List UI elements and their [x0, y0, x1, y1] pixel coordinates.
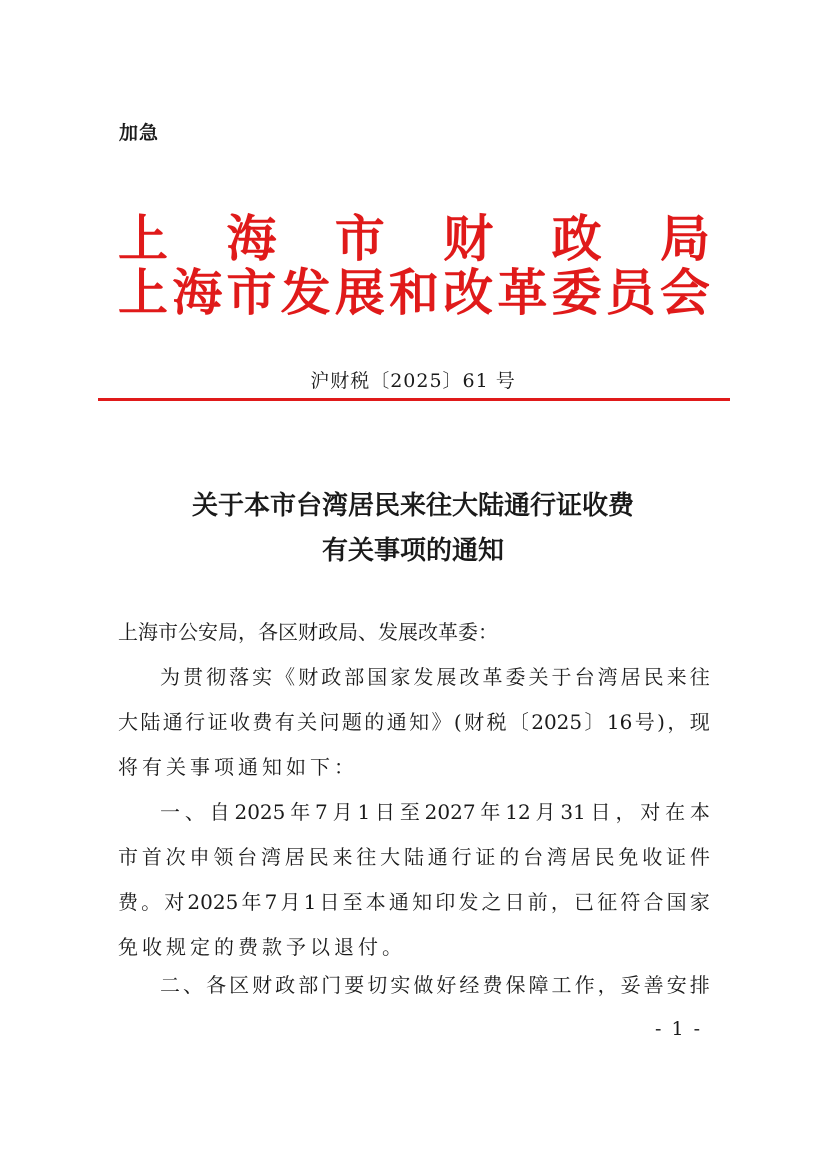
body-token: 2027: [424, 800, 476, 824]
issuer-char: 政: [551, 209, 602, 268]
body-token: 通: [386, 710, 407, 734]
body-token: 切: [367, 973, 388, 997]
body-token: 行: [451, 845, 472, 869]
body-token: 实: [252, 665, 273, 689]
body-token: 政: [275, 973, 296, 997]
body-line: 将有关事项通知如下：: [118, 755, 358, 779]
body-token: 日: [375, 800, 395, 824]
issuer-char: 市: [226, 263, 277, 322]
body-token: 的: [364, 710, 385, 734]
body-token: 民: [308, 845, 329, 869]
body-token: 好: [436, 973, 457, 997]
body-token: 落: [229, 665, 250, 689]
body-token: 月: [535, 800, 556, 824]
body-token: 陆: [140, 710, 161, 734]
body-token: 陆: [403, 845, 424, 869]
body-token: 民: [643, 665, 664, 689]
body-token: 2025: [234, 800, 286, 824]
body-token: 国: [666, 890, 687, 914]
body-token: 。: [141, 890, 162, 914]
body-token: 年: [290, 800, 311, 824]
issuer-char: 海: [172, 263, 223, 322]
body-token: 对: [164, 890, 185, 914]
body-token: 改: [459, 665, 480, 689]
body-token: 证: [666, 845, 687, 869]
body-line: 免收规定的费款予以退付。: [118, 935, 406, 959]
body-token: 本: [689, 800, 710, 824]
body-token: 部: [298, 973, 319, 997]
body-token: 财: [464, 710, 485, 734]
body-token: 各: [206, 973, 227, 997]
body-line: [160, 662, 710, 692]
body-line: [118, 842, 710, 872]
issuer-char: 局: [659, 209, 710, 268]
issuer-char: 委: [551, 263, 602, 322]
body-token: 1: [357, 800, 371, 824]
body-token: 来: [666, 665, 687, 689]
body-token: 至: [399, 800, 420, 824]
body-token: 费: [118, 890, 138, 914]
body-token: 7: [264, 890, 278, 914]
body-token: (: [453, 710, 462, 734]
body-token: 2025: [187, 890, 239, 914]
body-token: 台: [523, 845, 544, 869]
body-line: [160, 797, 710, 827]
salutation: 上海市公安局，各区财政局、发展改革委：: [118, 620, 498, 644]
body-token: 在: [665, 800, 686, 824]
body-token: 居: [570, 845, 591, 869]
body-token: 经: [459, 973, 480, 997]
issuer-char: 展: [334, 263, 385, 322]
body-token: 题: [341, 710, 362, 734]
body-token: 大: [118, 710, 138, 734]
body-token: 证: [475, 845, 496, 869]
body-token: 作: [574, 973, 595, 997]
body-token: 《: [275, 665, 296, 689]
body-token: 委: [505, 665, 526, 689]
body-token: 贯: [183, 665, 204, 689]
body-token: 行: [185, 710, 206, 734]
body-token: 已: [574, 890, 595, 914]
body-token: 发: [413, 665, 434, 689]
body-token: 对: [640, 800, 661, 824]
body-token: 一: [160, 800, 180, 824]
body-token: 日: [504, 890, 525, 914]
body-token: 财: [298, 665, 319, 689]
body-token: 的: [499, 845, 520, 869]
body-token: 前: [527, 890, 548, 914]
body-token: 安: [666, 973, 687, 997]
issuer-development-reform-commission: [118, 265, 710, 321]
body-token: 善: [643, 973, 664, 997]
body-token: 16: [606, 710, 633, 734]
body-token: ，: [550, 890, 571, 914]
body-token: 财: [252, 973, 273, 997]
body-token: 台: [237, 845, 258, 869]
body-token: 月: [280, 890, 301, 914]
body-token: 日: [319, 890, 340, 914]
body-token: 区: [229, 973, 250, 997]
body-token: 证: [207, 710, 228, 734]
body-token: 家: [689, 890, 710, 914]
body-token: 湾: [597, 665, 618, 689]
body-line: [118, 887, 710, 917]
issuer-char: 海: [226, 209, 277, 268]
body-token: 家: [390, 665, 411, 689]
body-token: 市: [118, 845, 138, 869]
body-token: 民: [594, 845, 615, 869]
body-token: 首: [141, 845, 162, 869]
body-token: 件: [689, 845, 710, 869]
body-token: 二: [160, 973, 180, 997]
body-token: 〕: [584, 710, 605, 734]
body-token: 于: [551, 665, 572, 689]
body-line: [118, 707, 710, 737]
body-token: 现: [689, 710, 710, 734]
body-token: 关: [528, 665, 549, 689]
body-token: 费: [482, 973, 503, 997]
body-token: 合: [643, 890, 664, 914]
body-token: 往: [356, 845, 377, 869]
body-token: 排: [689, 973, 710, 997]
body-line: [160, 970, 710, 1000]
body-token: 彻: [206, 665, 227, 689]
issuer-char: 上: [118, 209, 168, 268]
body-token: 实: [390, 973, 411, 997]
body-token: 居: [284, 845, 305, 869]
body-token: 为: [160, 665, 180, 689]
issuer-char: 发: [280, 263, 331, 322]
body-token: 2025: [531, 710, 583, 734]
body-token: 之: [481, 890, 502, 914]
body-token: 》: [431, 710, 452, 734]
body-token: 工: [551, 973, 572, 997]
body-token: ，: [667, 710, 688, 734]
body-token: 号: [634, 710, 655, 734]
body-token: 台: [574, 665, 595, 689]
body-token: 保: [505, 973, 526, 997]
document-number: 沪财税〔2025〕61 号: [310, 370, 516, 392]
body-token: 12: [505, 800, 531, 824]
body-token: 7: [315, 800, 328, 824]
body-token: 国: [367, 665, 388, 689]
issuer-char: 改: [443, 263, 494, 322]
body-token: 要: [344, 973, 365, 997]
body-token: 自: [209, 800, 230, 824]
body-token: 至: [342, 890, 363, 914]
body-token: 部: [344, 665, 365, 689]
body-token: 次: [165, 845, 186, 869]
body-token: 障: [528, 973, 549, 997]
body-token: 往: [689, 665, 710, 689]
body-token: 税: [486, 710, 507, 734]
document-title-line2: 有关事项的通知: [321, 536, 504, 566]
body-token: 湾: [546, 845, 567, 869]
page-number: - 1 -: [655, 1018, 703, 1040]
body-token: 本: [365, 890, 386, 914]
body-token: 收: [642, 845, 663, 869]
body-token: 知: [409, 710, 430, 734]
body-token: 〔: [508, 710, 529, 734]
urgency-label: 加急: [119, 122, 160, 144]
body-token: ，: [597, 973, 618, 997]
red-divider-line: [98, 398, 730, 401]
body-token: 征: [597, 890, 618, 914]
body-token: 湾: [260, 845, 281, 869]
body-token: 年: [480, 800, 501, 824]
body-token: 日: [590, 800, 611, 824]
body-token: 大: [380, 845, 401, 869]
body-token: 申: [189, 845, 210, 869]
body-token: 通: [388, 890, 409, 914]
body-token: 收: [229, 710, 250, 734]
body-token: 革: [482, 665, 503, 689]
body-token: 、: [184, 800, 205, 824]
body-token: 免: [618, 845, 639, 869]
body-token: 展: [436, 665, 457, 689]
body-token: 问: [319, 710, 340, 734]
body-token: 来: [332, 845, 353, 869]
body-token: 通: [427, 845, 448, 869]
body-token: 月: [332, 800, 353, 824]
body-token: 知: [412, 890, 433, 914]
body-token: 有: [274, 710, 295, 734]
body-token: 、: [183, 973, 204, 997]
body-token: 31: [560, 800, 586, 824]
body-token: 费: [252, 710, 273, 734]
body-token: 关: [297, 710, 318, 734]
body-token: 印: [435, 890, 456, 914]
issuer-char: 市: [334, 209, 385, 268]
document-title-line1: 关于本市台湾居民来往大陆通行证收费: [191, 491, 634, 521]
body-token: 符: [620, 890, 641, 914]
body-token: 妥: [620, 973, 641, 997]
body-token: 领: [213, 845, 234, 869]
issuer-char: 革: [497, 263, 548, 322]
issuer-char: 上: [118, 263, 168, 322]
issuer-char: 和: [388, 263, 439, 322]
body-token: 通: [162, 710, 183, 734]
issuer-char: 员: [605, 263, 656, 322]
issuer-char: 会: [659, 263, 710, 322]
body-token: 发: [458, 890, 479, 914]
body-token: 年: [241, 890, 262, 914]
body-token: ): [657, 710, 665, 734]
body-token: 做: [413, 973, 434, 997]
body-token: 居: [620, 665, 641, 689]
issuer-finance-bureau: [118, 211, 710, 267]
issuer-char: 财: [443, 209, 494, 268]
body-token: 1: [303, 890, 317, 914]
body-token: 门: [321, 973, 342, 997]
body-token: ，: [615, 800, 636, 824]
body-token: 政: [321, 665, 342, 689]
